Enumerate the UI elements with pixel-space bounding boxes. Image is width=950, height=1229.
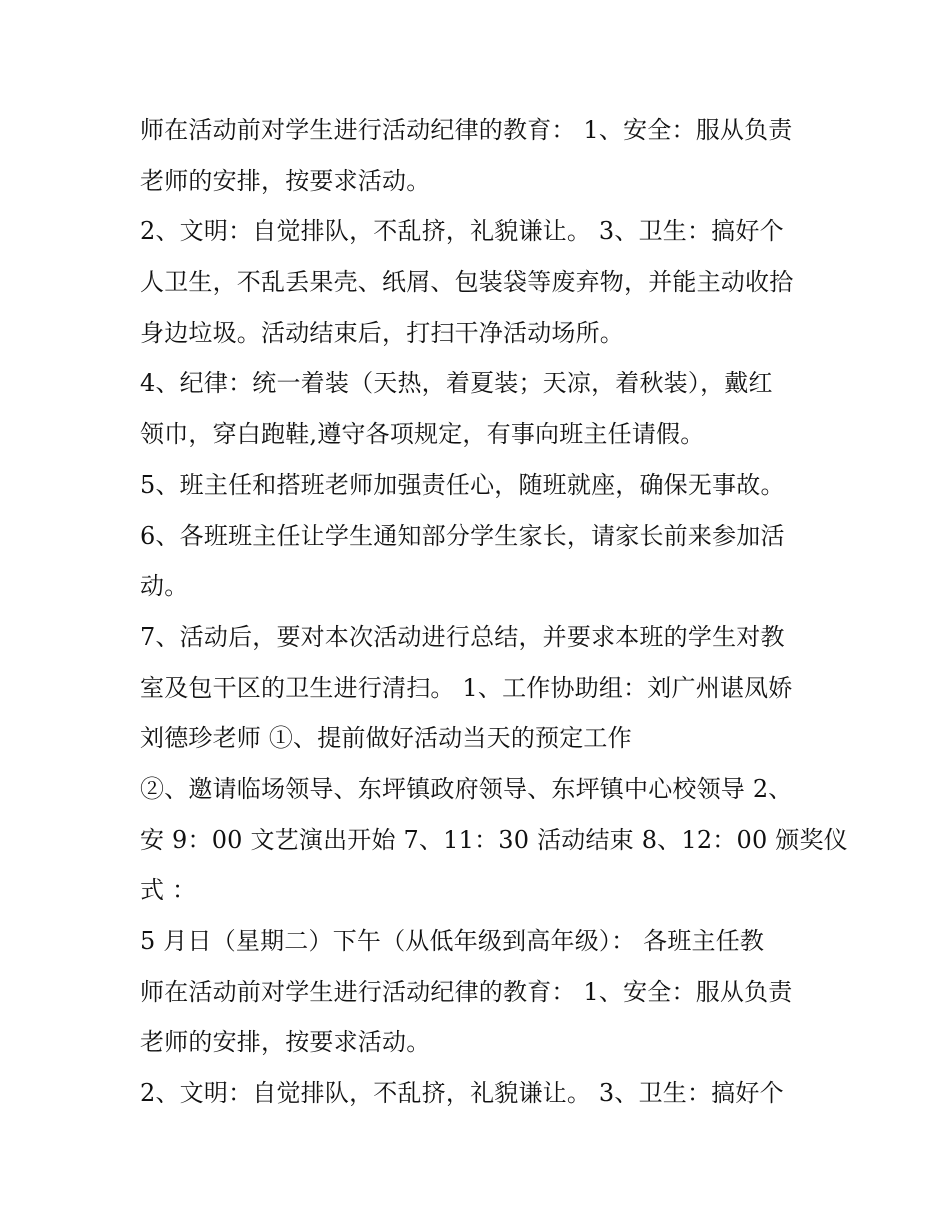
text-line: 老师的安排，按要求活动。 — [140, 166, 431, 195]
text-line: 5、班主任和搭班老师加强责任心，随班就座，确保无事故。 — [140, 470, 785, 499]
text-line: 领巾，穿白跑鞋,遵守各项规定，有事向班主任请假。 — [140, 420, 705, 449]
text-line: 师在活动前对学生进行活动纪律的教育： 1、安全：服从负责 — [140, 977, 793, 1006]
text-line: 6、各班班主任让学生通知部分学生家长，请家长前来参加活 — [140, 521, 785, 550]
text-line: 人卫生，不乱丢果壳、纸屑、包装袋等废弃物，并能主动收拾 — [140, 268, 794, 297]
text-line: 2、文明：自觉排队，不乱挤，礼貌谦让。 3、卫生：搞好个 — [140, 1079, 784, 1108]
text-line: 式 ： — [140, 876, 197, 905]
text-line: 刘德珍老师 ①、提前做好活动当天的预定工作 — [140, 724, 632, 753]
text-line: 老师的安排，按要求活动。 — [140, 1028, 431, 1057]
document-page — [140, 105, 848, 1119]
text-line: 室及包干区的卫生进行清扫。 1、工作协助组：刘广州谌凤娇 — [140, 673, 793, 702]
text-line: 安 9：00 文艺演出开始 7、11：30 活动结束 8、12：00 颁奖仪 — [140, 825, 848, 854]
text-line: 动。 — [140, 572, 189, 601]
text-line: 2、文明：自觉排队，不乱挤，礼貌谦让。 3、卫生：搞好个 — [140, 217, 784, 246]
text-line: 4、纪律：统一着装（天热，着夏装；天凉，着秋装），戴红 — [140, 369, 773, 398]
text-line: 身边垃圾。活动结束后，打扫干净活动场所。 — [140, 318, 624, 347]
text-line: 5 月日（星期二）下午（从低年级到高年级）： 各班主任教 — [140, 927, 765, 955]
text-line: 师在活动前对学生进行活动纪律的教育： 1、安全：服从负责 — [140, 116, 793, 144]
text-line: 7、活动后，要对本次活动进行总结，并要求本班的学生对教 — [140, 622, 785, 651]
text-line: ②、邀请临场领导、东坪镇政府领导、东坪镇中心校领导 2、 — [140, 774, 793, 803]
